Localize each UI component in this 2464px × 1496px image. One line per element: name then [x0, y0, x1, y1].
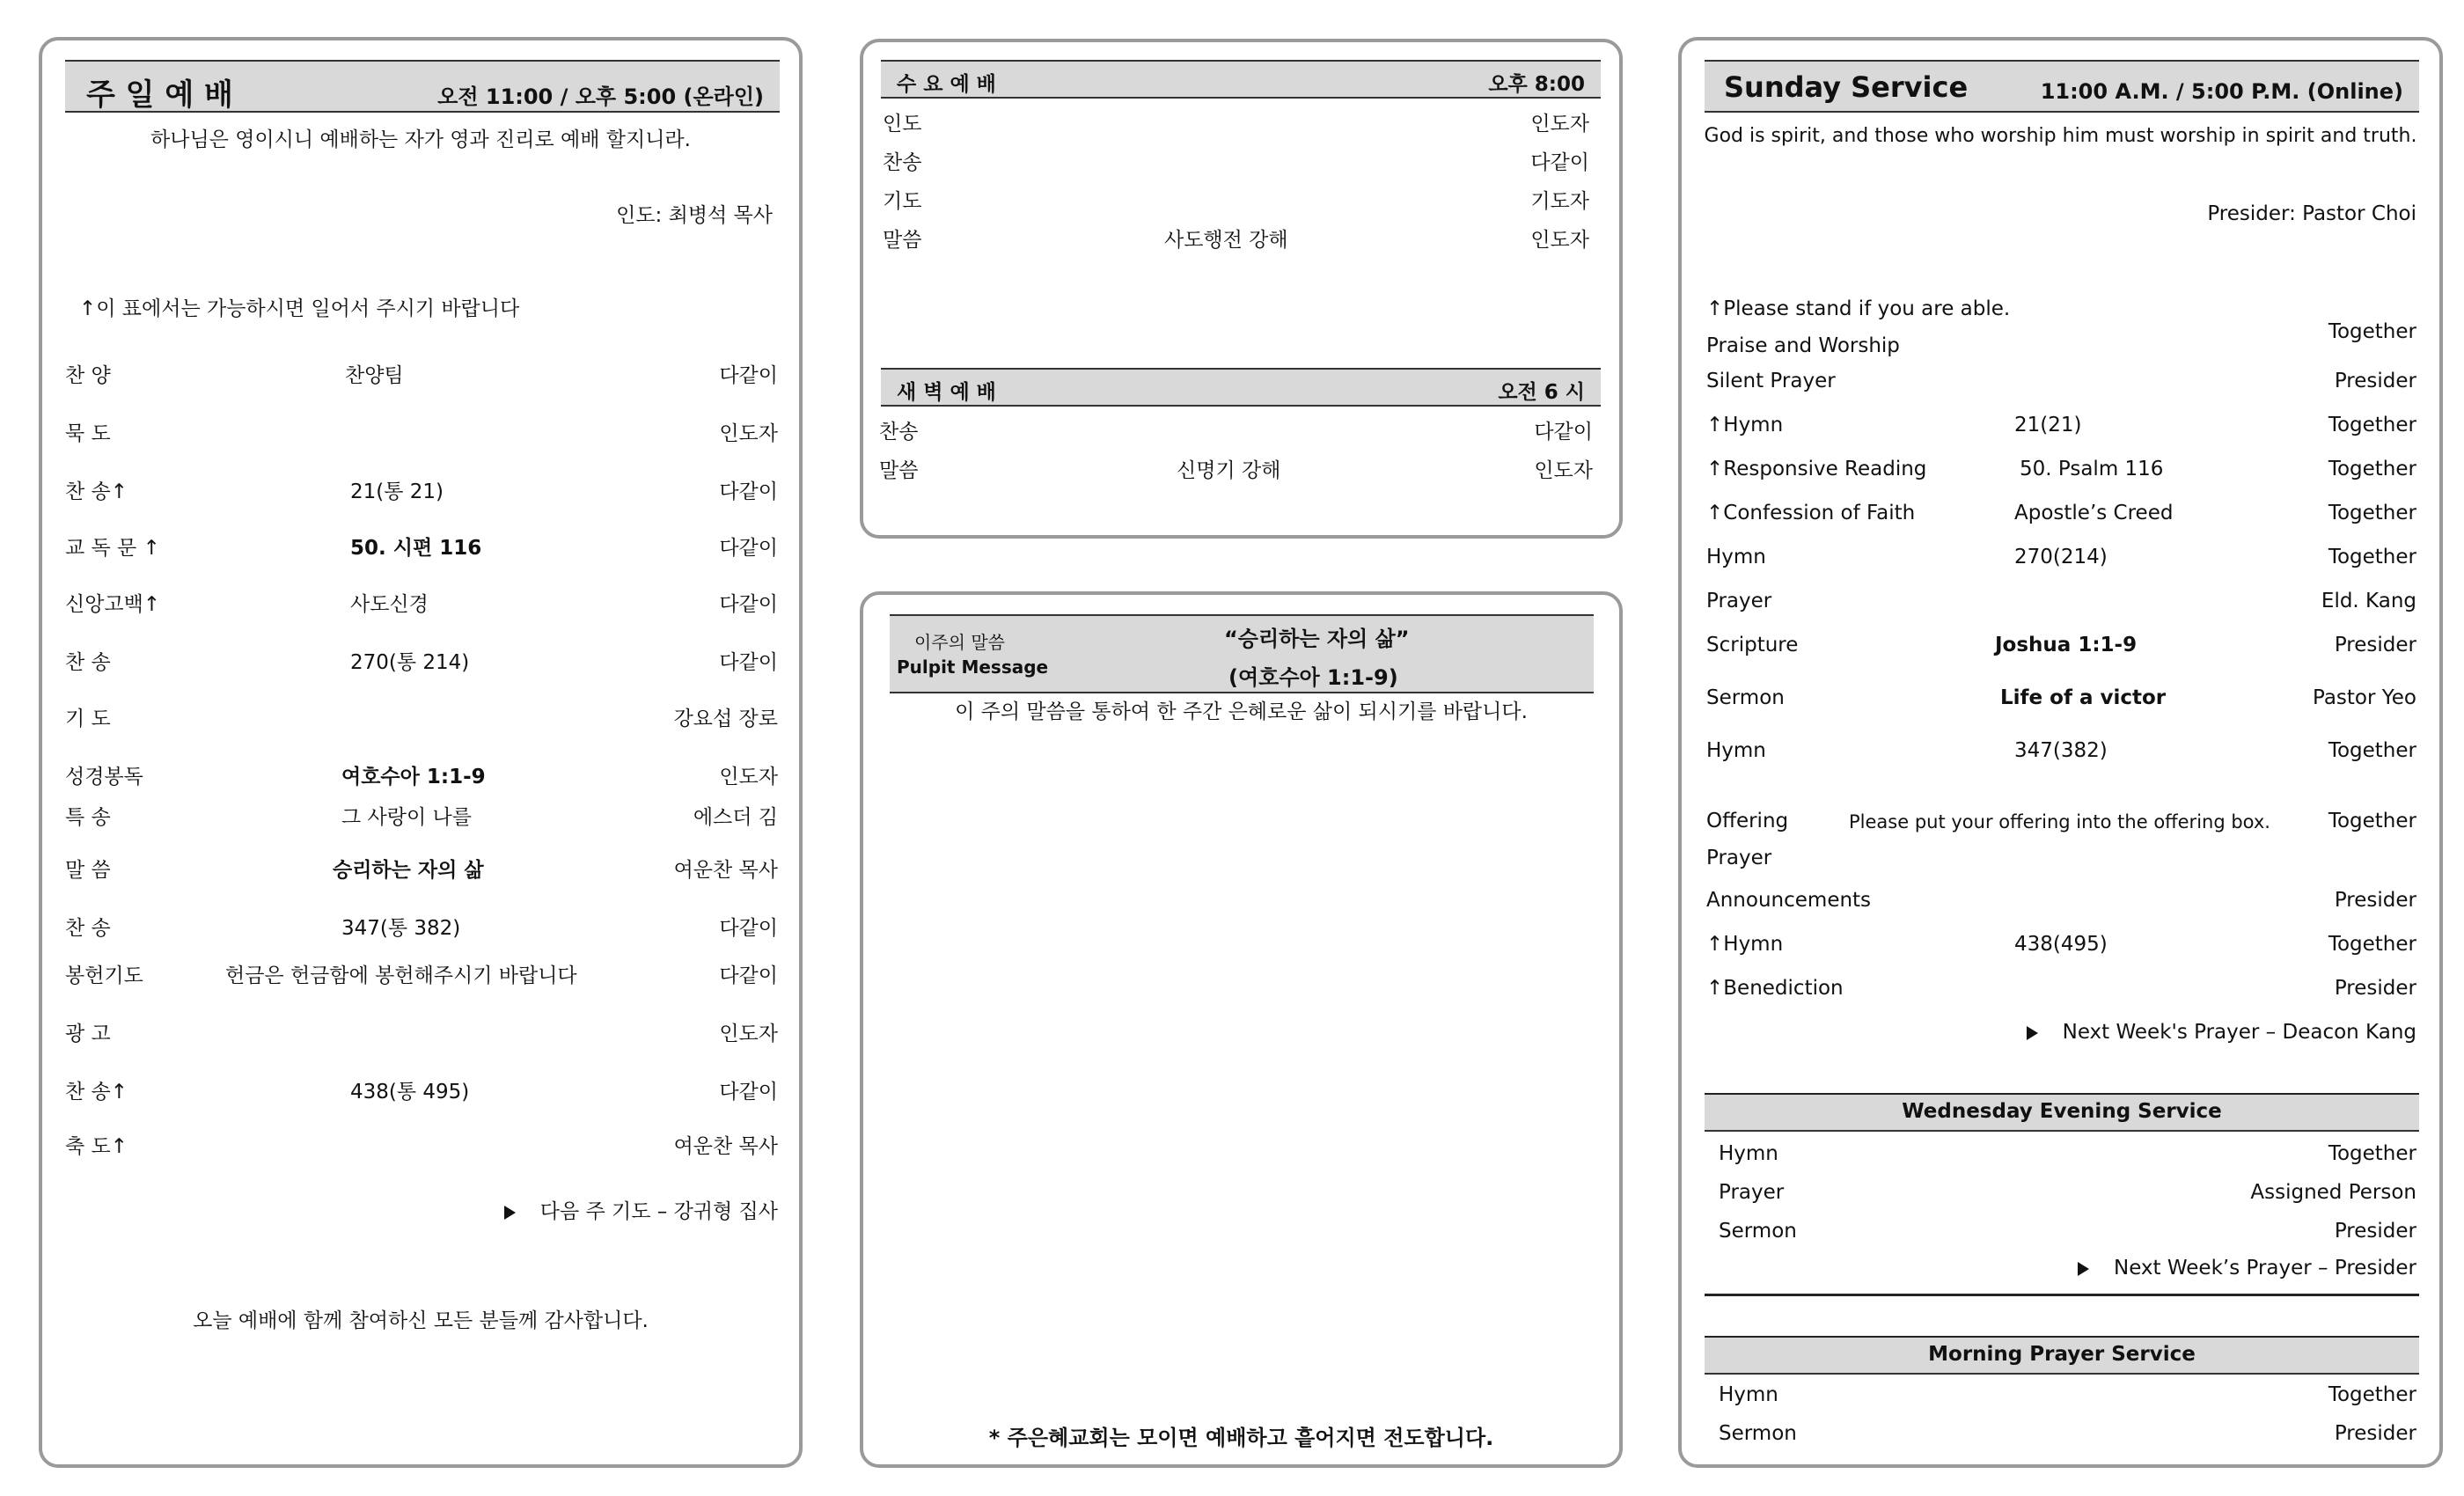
pulpit-message-panel — [860, 591, 1623, 1468]
weekday-services-kr-panel — [860, 39, 1623, 539]
row-item: 찬 송↑ — [65, 1081, 128, 1104]
row-item: 교 독 문 ↑ — [65, 537, 160, 560]
row-item: 기도 — [883, 190, 922, 213]
wednesday-header-en — [1705, 1095, 2419, 1132]
row-content: 347(통 382) — [341, 917, 461, 940]
wednesday-title-kr: 수 요 예 배 — [897, 73, 996, 96]
row-who: Presider — [2334, 1220, 2416, 1243]
row-item: ↑Hymn — [1706, 933, 1784, 956]
row-content: 347(382) — [2014, 739, 2108, 762]
row-who: Presider — [2334, 634, 2416, 656]
row-who: Assigned Person — [2250, 1181, 2416, 1204]
row-who: Together — [2328, 933, 2416, 956]
row-content: 사도신경 — [350, 593, 429, 616]
row-who: Presider — [2334, 977, 2416, 1000]
row-content: 헌금은 헌금함에 봉헌해주시기 바랍니다 — [225, 964, 577, 987]
offering-prayer-en: Prayer — [1706, 847, 1772, 869]
scripture-verse: 하나님은 영이시니 예배하는 자가 영과 진리로 예배 할지니라. — [150, 128, 691, 151]
row-item: 말씀 — [883, 229, 922, 252]
row-content: 270(통 214) — [350, 651, 470, 674]
sermon-reference: (여호수아 1:1-9) — [1228, 665, 1398, 690]
triangle-bullet-icon — [2078, 1262, 2089, 1276]
row-who: Pastor Yeo — [2313, 686, 2416, 709]
row-who: Presider — [2334, 1422, 2416, 1445]
pulpit-header — [890, 614, 1594, 693]
row-item: ↑Hymn — [1706, 414, 1784, 436]
row-item: 찬 양 — [65, 364, 111, 387]
praise-item-en: Praise and Worship — [1706, 334, 1900, 357]
offering-note-en: Please put your offering into the offering box. — [1849, 811, 2270, 832]
row-item: Hymn — [1706, 546, 1766, 568]
row-content: 438(통 495) — [350, 1081, 470, 1104]
row-content: 그 사랑이 나를 — [341, 806, 472, 829]
pulpit-label-kr: 이주의 말씀 — [914, 632, 1005, 653]
next-week-prayer-wed-en: Next Week’s Prayer – Presider — [2078, 1257, 2416, 1280]
row-who: 인도자 — [719, 1023, 778, 1045]
row-who: 다같이 — [1534, 421, 1593, 444]
row-item: 신앙고백↑ — [65, 593, 161, 616]
praise-who-en: Together — [2328, 320, 2416, 343]
divider — [1705, 1294, 2419, 1296]
row-content: Joshua 1:1-9 — [1995, 634, 2138, 656]
row-who: 다같이 — [719, 480, 778, 503]
row-content: 50. 시편 116 — [350, 537, 482, 560]
row-who: 인도자 — [1530, 113, 1589, 136]
row-content: 50. Psalm 116 — [2020, 458, 2164, 480]
wednesday-title-en: Wednesday Evening Service — [1902, 1100, 2222, 1123]
row-who: 다같이 — [719, 364, 778, 387]
stand-note-en: ↑Please stand if you are able. — [1706, 297, 2011, 320]
row-who: Together — [2328, 1142, 2416, 1165]
sunday-service-en-panel — [1678, 37, 2443, 1468]
offering-item-en: Offering — [1706, 810, 1789, 832]
row-content: Life of a victor — [2000, 686, 2167, 709]
row-who: 인도자 — [1534, 459, 1593, 482]
row-content: 21(21) — [2014, 414, 2082, 436]
row-item: Scripture — [1706, 634, 1799, 656]
row-who: Together — [2328, 414, 2416, 436]
row-item: 광 고 — [65, 1023, 111, 1045]
row-item: 찬송 — [883, 151, 922, 174]
row-who: Together — [2328, 502, 2416, 524]
row-item: 기 도 — [65, 708, 111, 730]
row-item: 찬 송 — [65, 917, 111, 940]
presider-line: 인도: 최병석 목사 — [616, 204, 773, 227]
row-who: Presider — [2334, 370, 2416, 392]
row-item: 특 송 — [65, 806, 111, 829]
row-item: 성경봉독 — [65, 766, 143, 788]
row-item: Sermon — [1719, 1220, 1797, 1243]
row-item: ↑Benediction — [1706, 977, 1844, 1000]
presider-line-en: Presider: Pastor Choi — [2207, 202, 2416, 225]
page-title: 주 일 예 배 — [86, 77, 233, 113]
row-who: 다같이 — [1530, 151, 1589, 174]
row-who: 다같이 — [719, 917, 778, 940]
row-who: 기도자 — [1530, 190, 1589, 213]
stand-note: ↑이 표에서는 가능하시면 일어서 주시기 바랍니다 — [79, 297, 520, 320]
row-content: 270(214) — [2014, 546, 2108, 568]
row-content: 승리하는 자의 삶 — [333, 859, 484, 882]
row-content: 438(495) — [2014, 933, 2108, 956]
row-who: Eld. Kang — [2321, 590, 2416, 612]
row-item: Announcements — [1706, 889, 1872, 912]
dawn-time-kr: 오전 6 시 — [1498, 381, 1585, 404]
row-content: 21(통 21) — [350, 480, 444, 503]
row-item: Prayer — [1706, 590, 1772, 612]
row-who: 인도자 — [719, 422, 778, 445]
row-item: Silent Prayer — [1706, 370, 1836, 392]
service-time: 오전 11:00 / 오후 5:00 (온라인) — [437, 84, 764, 109]
row-who: Presider — [2334, 889, 2416, 912]
row-who: 다같이 — [719, 593, 778, 616]
morning-title-en: Morning Prayer Service — [1928, 1343, 2196, 1366]
row-who: 여운찬 목사 — [673, 859, 778, 882]
row-item: 찬 송↑ — [65, 480, 128, 503]
row-who: 다같이 — [719, 964, 778, 987]
sermon-title: “승리하는 자의 삶” — [1224, 627, 1410, 651]
dawn-header-kr — [881, 368, 1601, 407]
row-who: 다같이 — [719, 1081, 778, 1104]
row-item: Prayer — [1719, 1181, 1785, 1204]
sunday-service-kr-panel — [39, 37, 803, 1468]
dawn-title-kr: 새 벽 예 배 — [897, 381, 996, 404]
row-item: Hymn — [1719, 1142, 1778, 1165]
row-who: 강요섭 장로 — [673, 708, 778, 730]
row-item: ↑Confession of Faith — [1706, 502, 1916, 524]
row-item: ↑Responsive Reading — [1706, 458, 1927, 480]
row-who: 인도자 — [1530, 229, 1589, 252]
next-week-prayer: 다음 주 기도 – 강귀형 집사 — [504, 1195, 778, 1224]
row-who: 인도자 — [719, 766, 778, 788]
row-item: Hymn — [1719, 1383, 1778, 1406]
triangle-bullet-icon — [2027, 1026, 2038, 1040]
pulpit-label-en: Pulpit Message — [897, 656, 1049, 678]
row-who: Together — [2328, 1383, 2416, 1406]
row-item: 찬송 — [879, 421, 919, 444]
triangle-bullet-icon — [504, 1206, 516, 1220]
next-week-prayer-en: Next Week's Prayer – Deacon Kang — [2027, 1021, 2416, 1044]
row-item: 축 도↑ — [65, 1135, 128, 1158]
row-who: 에스더 김 — [693, 806, 778, 829]
row-content: 신명기 강해 — [1177, 459, 1281, 482]
wednesday-time-kr: 오후 8:00 — [1488, 73, 1585, 96]
row-who: Together — [2328, 458, 2416, 480]
row-content: Apostle’s Creed — [2014, 502, 2174, 524]
row-item: Sermon — [1719, 1422, 1797, 1445]
row-content: 찬양팀 — [345, 364, 404, 387]
row-item: 말 씀 — [65, 859, 111, 882]
church-motto: * 주은혜교회는 모이면 예배하고 흩어지면 전도합니다. — [988, 1426, 1494, 1450]
row-who: 다같이 — [719, 651, 778, 674]
wednesday-header-kr — [881, 60, 1601, 99]
sunday-header-en — [1705, 60, 2419, 113]
morning-header-en — [1705, 1338, 2419, 1375]
row-item: 인도 — [883, 113, 922, 136]
service-time-en: 11:00 A.M. / 5:00 P.M. (Online) — [2040, 79, 2403, 104]
thanks-note: 오늘 예배에 함께 참여하신 모든 분들께 감사합니다. — [193, 1309, 649, 1332]
sunday-header-kr — [65, 60, 780, 113]
row-item: 찬 송 — [65, 651, 111, 674]
row-item: 묵 도 — [65, 422, 111, 445]
offering-who-en: Together — [2328, 810, 2416, 832]
scripture-verse-en: God is spirit, and those who worship him must worship in spirit and truth. — [1704, 125, 2417, 147]
row-item: Hymn — [1706, 739, 1766, 762]
row-who: Together — [2328, 546, 2416, 568]
row-content: 사도행전 강해 — [1164, 229, 1288, 252]
row-content: 여호수아 1:1-9 — [341, 766, 486, 788]
blessing-note: 이 주의 말씀을 통하여 한 주간 은혜로운 삶이 되시기를 바랍니다. — [955, 700, 1528, 723]
row-who: 여운찬 목사 — [673, 1135, 778, 1158]
row-item: 말씀 — [879, 459, 919, 482]
row-item: 봉헌기도 — [65, 964, 143, 987]
row-who: 다같이 — [719, 537, 778, 560]
row-who: Together — [2328, 739, 2416, 762]
page-title-en: Sunday Service — [1724, 70, 1969, 104]
row-item: Sermon — [1706, 686, 1785, 709]
